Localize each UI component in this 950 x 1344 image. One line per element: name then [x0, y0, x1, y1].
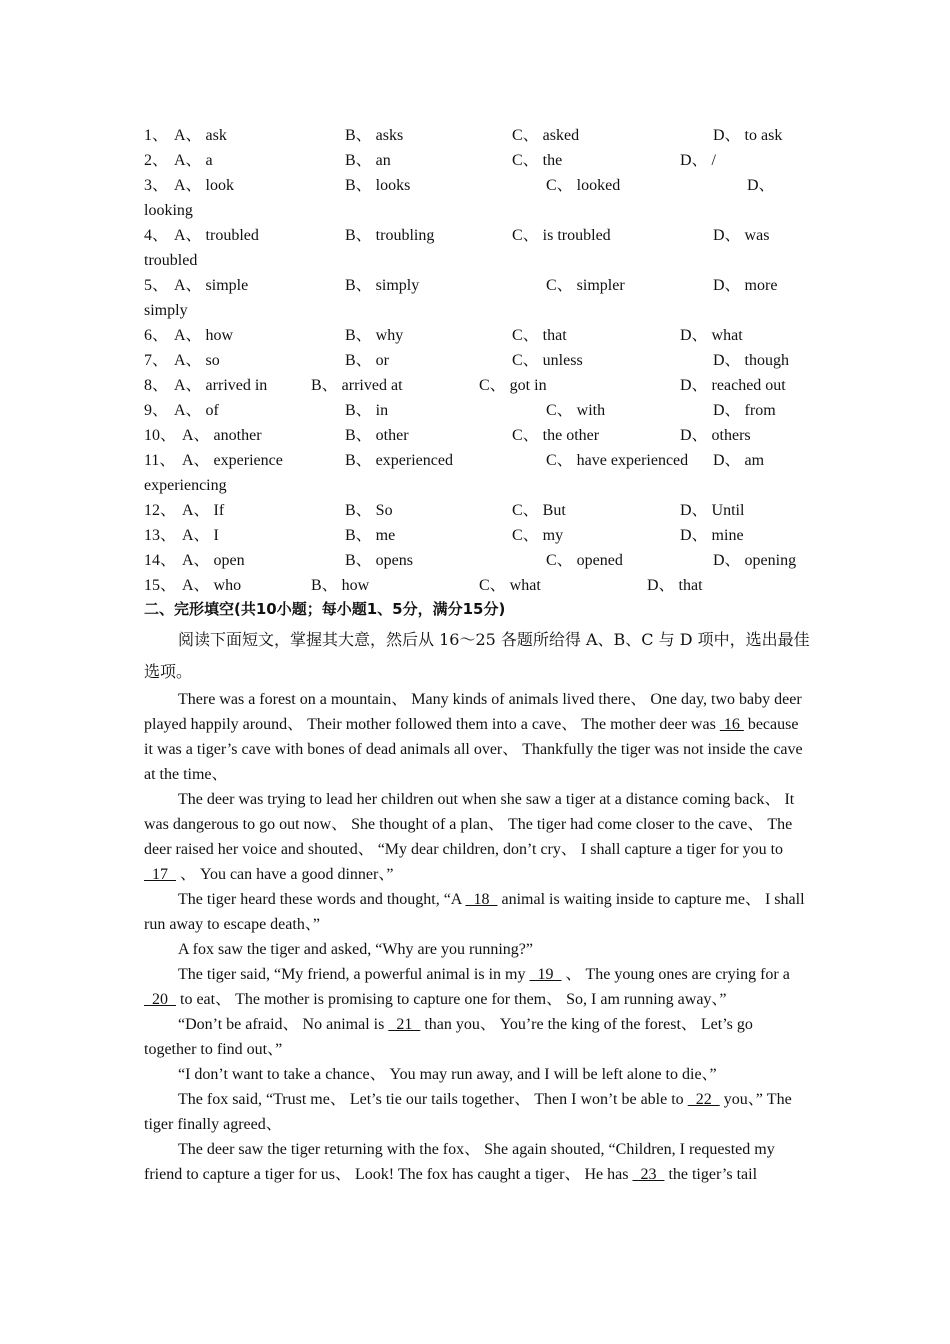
option-a: A、 troubled — [174, 227, 259, 244]
cloze-passage — [144, 687, 809, 1187]
option-d: D、 was — [713, 227, 770, 244]
option-c: C、 is troubled — [512, 227, 611, 244]
question-number: 9、 — [144, 402, 169, 419]
option-b: B、 in — [345, 402, 389, 419]
option-d: D、 — [747, 177, 775, 194]
option-c: C、 with — [546, 402, 606, 419]
question-number: 11、 — [144, 452, 176, 469]
option-d: D、 am — [713, 452, 765, 469]
blank-19[interactable]: 19 — [529, 966, 562, 983]
passage-text: animal is waiting inside to capture me、 I shall run away to escape death、” — [144, 891, 805, 933]
question-number: 15、 — [144, 577, 177, 594]
question-number: 13、 — [144, 527, 177, 544]
option-a: A、 arrived in — [174, 377, 268, 394]
passage-text: The tiger said, “My friend, a powerful animal is in my — [178, 966, 530, 983]
passage-text: The deer was trying to lead her children out when she saw a tiger at a distance coming back、 It was dangerous to go out now、 She thought of a plan、 The tiger had come closer to the cave、 The deer raised her voice and shouted、 “My dear children, don’t cry、 I shall capture a tiger for you to — [144, 791, 795, 858]
question-number: 5、 — [144, 277, 169, 294]
question-number: 2、 — [144, 152, 169, 169]
option-d: D、 others — [680, 427, 751, 444]
passage-paragraph — [144, 887, 809, 937]
passage-paragraph — [144, 1012, 809, 1062]
option-wrap: looking — [144, 202, 193, 219]
option-b: B、 or — [345, 352, 390, 369]
passage-paragraph — [144, 1137, 809, 1187]
option-c: C、 the other — [512, 427, 600, 444]
option-c: C、 looked — [546, 177, 621, 194]
passage-paragraph — [144, 962, 809, 1012]
option-c: C、 the — [512, 152, 563, 169]
option-d: D、 opening — [713, 552, 797, 569]
question-number: 12、 — [144, 502, 177, 519]
option-c: C、 unless — [512, 352, 583, 369]
option-c: C、 simpler — [546, 277, 625, 294]
option-d: D、 from — [713, 402, 776, 419]
passage-paragraph — [144, 687, 809, 787]
option-d: D、 though — [713, 352, 790, 369]
option-d: D、 reached out — [680, 377, 786, 394]
question-number: 4、 — [144, 227, 169, 244]
passage-text: than you、 You’re the king of the forest、 Let’s go together to find out、” — [144, 1016, 753, 1058]
option-d: D、 / — [680, 152, 717, 169]
passage-text: because it was a tiger’s cave with bones of dead animals all over、 Thankfully the tiger was not inside the cave at the time、 — [144, 716, 803, 783]
passage-text: the tiger’s tail — [664, 1166, 758, 1183]
passage-text: There was a forest on a mountain、 Many kinds of animals lived there、 One day, two baby deer played happily around、 Their mother followed them into a cave、 The mother deer was — [144, 691, 802, 733]
option-wrap: experiencing — [144, 477, 227, 494]
question-number: 14、 — [144, 552, 177, 569]
option-d: D、 what — [680, 327, 743, 344]
option-a: A、 another — [182, 427, 262, 444]
question-number: 6、 — [144, 327, 169, 344]
blank-20[interactable]: 20 — [144, 991, 176, 1008]
option-a: A、 so — [174, 352, 220, 369]
option-b: B、 arrived at — [311, 377, 403, 394]
option-b: B、 experienced — [345, 452, 453, 469]
option-d: D、 more — [713, 277, 778, 294]
option-a: A、 who — [182, 577, 242, 594]
option-a: A、 If — [182, 502, 225, 519]
blank-17[interactable]: 17 — [144, 866, 176, 883]
passage-text: “Don’t be afraid、 No animal is — [178, 1016, 389, 1033]
passage-paragraph: A fox saw the tiger and asked, “Why are you running?” — [178, 941, 533, 958]
option-wrap: troubled — [144, 252, 198, 269]
option-b: B、 looks — [345, 177, 411, 194]
blank-22[interactable]: 22 — [687, 1091, 720, 1108]
option-b: B、 why — [345, 327, 404, 344]
option-c: C、 got in — [479, 377, 547, 394]
option-c: C、 my — [512, 527, 564, 544]
option-c: C、 But — [512, 502, 566, 519]
option-a: A、 a — [174, 152, 213, 169]
passage-text: The tiger heard these words and thought, “A — [178, 891, 466, 908]
passage-text: to eat、 The mother is promising to capture one for them、 So, I am running away、” — [176, 991, 727, 1008]
passage-text: 、 You can have a good dinner、” — [176, 866, 394, 883]
passage-text: The fox said, “Trust me、 Let’s tie our tails together、 Then I won’t be able to — [178, 1091, 688, 1108]
option-c: C、 that — [512, 327, 567, 344]
passage-paragraph: “I don’t want to take a chance、 You may run away, and I will be left alone to die、” — [178, 1066, 717, 1083]
passage-text: 、 The young ones are crying for a — [561, 966, 790, 983]
option-b: B、 troubling — [345, 227, 435, 244]
passage-paragraph — [144, 787, 809, 887]
section-heading: 二、完形填空(共10小题；每小题1、5分，满分15分) — [144, 600, 506, 618]
option-d: D、 to ask — [713, 127, 783, 144]
option-d: D、 Until — [680, 502, 745, 519]
option-a: A、 how — [174, 327, 234, 344]
option-b: B、 simply — [345, 277, 420, 294]
option-b: B、 So — [345, 502, 393, 519]
option-b: B、 an — [345, 152, 391, 169]
question-number: 1、 — [144, 127, 169, 144]
option-a: A、 experience — [182, 452, 283, 469]
blank-21[interactable]: 21 — [388, 1016, 421, 1033]
option-a: A、 of — [174, 402, 219, 419]
option-b: B、 asks — [345, 127, 404, 144]
question-number: 8、 — [144, 377, 169, 394]
option-a: A、 ask — [174, 127, 227, 144]
question-number: 7、 — [144, 352, 169, 369]
blank-18[interactable]: 18 — [465, 891, 498, 908]
option-a: A、 open — [182, 552, 245, 569]
passage-text: The deer saw the tiger returning with the fox、 She again shouted, “Children, I requested my friend to capture a tiger for us、 Look! The fox has caught a tiger、 He has — [144, 1141, 775, 1183]
option-b: B、 how — [311, 577, 370, 594]
option-a: A、 look — [174, 177, 235, 194]
option-c: C、 opened — [546, 552, 623, 569]
option-d: D、 that — [647, 577, 703, 594]
option-a: A、 I — [182, 527, 219, 544]
option-b: B、 opens — [345, 552, 414, 569]
option-wrap: simply — [144, 302, 188, 319]
section-instructions: 阅读下面短文，掌握其大意，然后从 16～25 各题所给得 A、B、C 与 D 项中，选出最佳选项。 — [144, 630, 810, 681]
question-number: 10、 — [144, 427, 177, 444]
option-c: C、 asked — [512, 127, 580, 144]
passage-text: you、” The tiger finally agreed、 — [144, 1091, 792, 1133]
option-b: B、 me — [345, 527, 396, 544]
option-a: A、 simple — [174, 277, 249, 294]
passage-paragraph — [144, 1087, 809, 1137]
blank-16[interactable]: 16 — [719, 716, 744, 733]
option-d: D、 mine — [680, 527, 744, 544]
question-number: 3、 — [144, 177, 169, 194]
option-c: C、 have experienced — [546, 452, 689, 469]
option-b: B、 other — [345, 427, 409, 444]
option-c: C、 what — [479, 577, 541, 594]
blank-23[interactable]: 23 — [632, 1166, 665, 1183]
